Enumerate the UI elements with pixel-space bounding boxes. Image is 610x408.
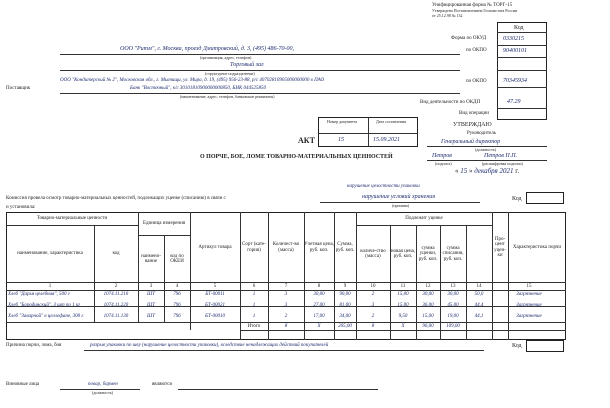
total-sum: 205,00 [338, 323, 352, 329]
cell-writeoff: 30,00 [447, 292, 459, 298]
guilty-label: Виновные лица [6, 382, 40, 387]
th-unit-okei: код по ОКЕИ [170, 253, 184, 264]
cell-newprice: 15,00 [397, 292, 409, 298]
cell-dqty: 2 [371, 292, 375, 298]
act-title: АКТ [298, 136, 315, 145]
total-dqty: 8 [371, 323, 375, 329]
okpo2-label: по ОКПО [466, 79, 487, 84]
act-number: 15 [338, 137, 344, 143]
cause-text: разрыв упаковки по шву (нарушение целостности упаковки), вследствие ненадлежащих действий покупателей [90, 343, 329, 348]
codes-header: Код [514, 25, 524, 31]
th-damage-type: Характеристика порчи [512, 244, 562, 250]
date-open: « [455, 167, 459, 175]
th-damage: Подлежит уценке [405, 216, 443, 222]
approval-role-caption: Руководитель [467, 131, 497, 136]
buyer-line2: Банк "Восточный", к/с 30101810900000000850, БИК 044525850 [130, 86, 267, 91]
date-close: » [469, 167, 473, 175]
cell-unit: ШТ [147, 314, 155, 320]
th-goods: Товарно-материальные ценности [36, 216, 108, 222]
col-num: 1 [48, 283, 52, 289]
cell-pct: 50,0 [474, 292, 484, 298]
th-sum: Сумма, руб. коп. [335, 242, 355, 253]
okdp-label: Вид деятельности по ОКДП [420, 100, 481, 105]
cell-writeoff: 19,00 [447, 314, 459, 320]
total-newprice: X [401, 323, 405, 329]
date-day: 15 [460, 167, 468, 175]
cell-newsum: 15,00 [422, 314, 434, 320]
cell-price: 30,00 [313, 292, 325, 298]
th-d-newsum: сумма уценки, руб. коп. [418, 246, 438, 262]
approval-role: Генеральный директор [441, 139, 501, 145]
cause-label: Причина порчи, лома, боя [6, 343, 62, 348]
th-pct: Про-цент уцен-ки [494, 237, 506, 258]
reason-caption: (причина) [392, 203, 410, 208]
date-suffix: г. [515, 167, 520, 175]
sign-caption: (подпись) [435, 161, 452, 166]
commission-reason: нарушение условий хранения [362, 194, 436, 200]
col-num: 9 [343, 283, 347, 289]
cell-code: 1074.11.210 [103, 292, 129, 298]
cell-name: Хлеб "Дарья целебная", 500 г [8, 292, 70, 298]
col-num: 10 [370, 283, 376, 289]
form-approval-date: от 25.12.98 № 132 [432, 13, 463, 18]
cell-unit: ШТ [147, 292, 155, 298]
approval-signature: Петров [432, 153, 452, 159]
buyer-line: ООО "Кондитерский № 2", Московская обл., г. Мытищи, ул. Мира, д. 19, (495) 956-23-88, р/с 40702810905000000000 в ПАО [60, 78, 325, 83]
cell-newsum: 30,00 [422, 292, 434, 298]
cell-code: 1074.11.220 [103, 303, 129, 309]
th-price: Учетная цена, руб. коп. [304, 242, 334, 253]
buyer-caption: (наименование, адрес, телефон, банковские реквизиты) [180, 94, 275, 99]
department: Торговый зал [230, 62, 264, 68]
guilty-name-label: являются [152, 382, 172, 387]
col-num: 2 [114, 283, 118, 289]
cell-price: 17,00 [313, 314, 325, 320]
cell-qty: 2 [284, 314, 288, 320]
cell-newprice: 9,50 [398, 314, 408, 320]
okdp-value: 47.29 [507, 99, 521, 105]
col-num: 15 [526, 283, 532, 289]
date-year: 2021 [499, 167, 514, 175]
cell-price: 27,00 [313, 303, 325, 309]
total-writeoff: 109,00 [446, 323, 460, 329]
col-num: 6 [252, 283, 256, 289]
th-unit: Единица измерения [142, 221, 186, 227]
cell-qty: 3 [284, 303, 288, 309]
cell-code: 1074.11.130 [103, 314, 129, 320]
col-num: 4 [175, 283, 179, 289]
cell-type: Загрязнение [516, 314, 542, 320]
cell-article: БТ-00021 [205, 303, 225, 309]
commission-kod-label: Код [512, 196, 522, 202]
okud-label: Форма по ОКУД [451, 36, 487, 41]
footer-kod-box [526, 340, 564, 352]
cell-okei: 796 [173, 314, 181, 320]
approval-signature-name: Петров П.П. [484, 153, 518, 159]
total-qty: 8 [284, 323, 288, 329]
total-label: Итого [247, 323, 261, 329]
footer-kod-label: Код [512, 343, 522, 349]
okpo-value: 90400101 [503, 48, 527, 54]
guilty-role: повар, бармен [88, 382, 118, 387]
th-d-writeoff: сумма списания, руб. коп. [442, 246, 464, 262]
cell-type: Загрязнение [516, 303, 542, 309]
commission-kod-box [526, 192, 564, 204]
commission-reason-pre: нарушение целостности упаковки [347, 184, 420, 189]
cell-name: Хлеб "Заварной" в целлофане, 300 г [8, 314, 84, 320]
col-num: 8 [317, 283, 321, 289]
th-qty: Количест-во (масса) [272, 242, 300, 253]
approval-role-caption2: (должность) [475, 147, 496, 152]
cell-grade: 1 [252, 314, 256, 320]
established-text: и установила: [6, 205, 36, 210]
sign-caption2: (расшифровка подписи) [482, 161, 523, 166]
approval-title: УТВЕРЖДАЮ [453, 122, 492, 128]
th-d-newprice: новая цена, руб. коп. [390, 248, 416, 259]
cell-sum: 90,00 [339, 292, 351, 298]
cell-article: БТ-00011 [205, 292, 225, 298]
cell-unit: ШТ [147, 303, 155, 309]
col-num: 12 [425, 283, 431, 289]
cell-grade: 1 [252, 292, 256, 298]
organization-caption: (организация, адрес, телефон) [200, 55, 252, 60]
okpo2-value: 70345934 [503, 78, 527, 84]
col-num: 13 [450, 283, 456, 289]
th-unit-name: наимено-вание [141, 253, 161, 264]
act-number-label: Номер документа [327, 119, 358, 124]
th-name: наименование, характеристика [17, 251, 83, 257]
form-approval-note: Утверждена Постановлением Госкомстата России [432, 8, 518, 13]
total-price: X [317, 323, 321, 329]
th-code: код [112, 251, 120, 257]
commission-text: Комиссия провела осмотр товарно-материальных ценностей, подлежащих уценке (списанию) в связи с [6, 196, 226, 201]
act-date: 15.09.2021 [373, 137, 400, 143]
cell-sum: 34,00 [339, 314, 351, 320]
col-num: 5 [213, 283, 217, 289]
cell-pct: 44,1 [474, 314, 484, 320]
supplier-label: Поставщик [6, 86, 31, 91]
operation-label: Вид операции [459, 111, 489, 116]
cell-qty: 3 [284, 292, 288, 298]
col-num: 7 [284, 283, 288, 289]
act-subtitle: О ПОРЧЕ, БОЕ, ЛОМЕ ТОВАРНО-МАТЕРИАЛЬНЫХ ЦЕННОСТЕЙ [200, 154, 393, 160]
organization-line: ООО "Ритм", г. Москва, проезд Дмитровский, д. 3, (495) 486-70-00, [120, 46, 294, 52]
th-d-qty: количе-ство (масса) [360, 248, 386, 259]
cell-pct: 44,4 [474, 303, 484, 309]
okpo-label: по ОКПО [466, 48, 487, 53]
cell-writeoff: 45,00 [447, 303, 459, 309]
act-date-label: Дата составления [376, 119, 406, 124]
date-month: декабря [474, 167, 498, 175]
cell-newsum: 36,00 [422, 303, 434, 309]
cell-newprice: 15,00 [397, 303, 409, 309]
cell-type: Загрязнение [516, 292, 542, 298]
cell-dqty: 3 [371, 303, 375, 309]
cell-sum: 81,00 [339, 303, 351, 309]
col-num: 3 [149, 283, 153, 289]
col-num: 14 [476, 283, 482, 289]
cell-name: Хлеб "Бородинский", 3 шт по 1 кг [8, 303, 81, 309]
okud-value: 0330215 [503, 36, 524, 42]
th-article: Артикул товара [198, 244, 232, 250]
th-grade: Сорт (кате-гория) [242, 242, 266, 253]
cell-dqty: 2 [371, 314, 375, 320]
cell-okei: 796 [173, 303, 181, 309]
department-caption: (структурное подразделение) [205, 71, 255, 76]
cell-grade: 1 [252, 303, 256, 309]
guilty-caption: (должность) [92, 390, 113, 395]
col-num: 11 [400, 283, 406, 289]
cell-article: БТ-00010 [205, 314, 225, 320]
form-number: Унифицированная форма № ТОРГ-15 [432, 3, 513, 8]
cell-okei: 796 [173, 292, 181, 298]
total-newsum: 96,00 [422, 323, 434, 329]
